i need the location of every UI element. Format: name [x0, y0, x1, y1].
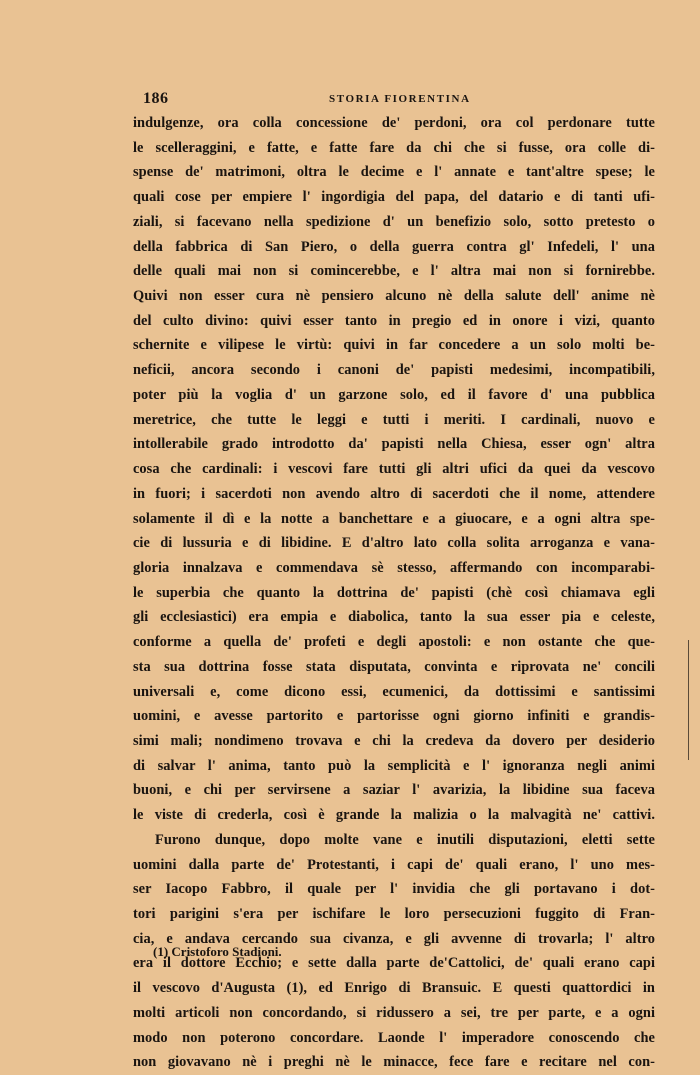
- text-line: era il dottore Ecchio; e sette dalla parte de'Cattolici, de' quali erano capi: [133, 955, 655, 972]
- text-line: non giovavano nè i preghi nè le minacce, fece fare e recitare nel con-: [133, 1054, 655, 1071]
- text-line: sta sua dottrina fosse stata disputata, convinta e riprovata ne' concili: [133, 658, 655, 675]
- text-line: cie di lussuria e di libidine. E d'altro lato colla solita arroganza e vana-: [133, 535, 655, 552]
- text-line: di salvar l' anima, tanto può la semplicità e l' ignoranza negli animi: [133, 757, 655, 774]
- text-line: Furono dunque, dopo molte vane e inutili disputazioni, eletti sette: [155, 831, 655, 848]
- text-line: le superbia che quanto la dottrina de' papisti (chè così chiamava egli: [133, 584, 655, 601]
- text-line: in fuori; i sacerdoti non avendo altro di sacerdoti che il nome, attendere: [133, 485, 655, 502]
- page-edge-mark: [688, 640, 689, 760]
- page-number: 186: [143, 90, 169, 107]
- body-text: [133, 111, 655, 1075]
- text-line: gloria innalzava e commendava sè stesso, affermando con incomparabi-: [133, 559, 655, 576]
- text-line: neficii, ancora secondo i canoni de' papisti medesimi, incompatibili,: [133, 362, 655, 379]
- text-line: della fabbrica di San Piero, o della guerra contra gl' Infedeli, l' una: [133, 238, 655, 255]
- footnote: (1) Cristoforo Stadioni.: [153, 944, 282, 959]
- text-line: le scelleraggini, e fatte, e fatte fare da chi che si fusse, ora colle di-: [133, 139, 655, 156]
- text-line: quali cose per empiere l' ingordigia del papa, del datario e di tanti ufi-: [133, 189, 655, 206]
- text-line: simi mali; nondimeno trovava e chi la credeva da dovero per desiderio: [133, 732, 655, 749]
- text-line: conforme a quella de' profeti e degli apostoli: e non ostante che que-: [133, 634, 655, 651]
- text-line: gli ecclesiastici) era empia e diabolica, tanto la sua esser pia e celeste,: [133, 609, 655, 626]
- text-line: spense de' matrimoni, oltra le decime e l' annate e tant'altre spese; le: [133, 164, 655, 181]
- running-title: STORIA FIORENTINA: [329, 93, 471, 105]
- text-line: cosa che cardinali: i vescovi fare tutti gli altri ufici da quei da vescovo: [133, 461, 655, 478]
- text-line: indulgenze, ora colla concessione de' perdoni, ora col perdonare tutte: [133, 115, 655, 131]
- text-line: molti articoli non concordando, si ridussero a sei, tre per parte, e a ogni: [133, 1004, 655, 1021]
- text-line: ziali, si facevano nella spedizione d' un benefizio solo, sotto pretesto o: [133, 213, 655, 230]
- text-line: meretrice, che tutte le leggi e tutti i meriti. I cardinali, nuovo e: [133, 411, 655, 428]
- text-line: modo non poterono concordare. Laonde l' imperadore conoscendo che: [133, 1029, 655, 1046]
- text-line: le viste di crederla, così è grande la malizia o la malvagità ne' cattivi.: [133, 807, 655, 824]
- text-line: schernite e vilipese le virtù: quivi in far concedere a un solo molti be-: [133, 337, 655, 354]
- text-line: uomini, e avesse partorito e partorisse ogni giorno infiniti e grandis-: [133, 708, 655, 725]
- text-line: delle quali mai non si comincerebbe, e l' altra mai non si fornirebbe.: [133, 263, 655, 280]
- text-line: cia, e andava cercando sua civanza, e gli avvenne di trovarla; l' altro: [133, 930, 655, 947]
- text-line: intollerabile grado introdotto da' papisti nella Chiesa, esser ogn' altra: [133, 436, 655, 453]
- text-line: Quivi non esser cura nè pensiero alcuno nè della salute dell' anime nè: [133, 288, 655, 305]
- text-line: uomini dalla parte de' Protestanti, i capi de' quali erano, l' uno mes-: [133, 856, 655, 873]
- text-line: ser Iacopo Fabbro, il quale per l' invidia che gli portavano i dot-: [133, 881, 655, 898]
- page-header: [143, 90, 653, 108]
- text-line: solamente il dì e la notte a banchettare e a giuocare, e a ogni altra spe-: [133, 510, 655, 527]
- text-line: universali e, come dicono essi, ecumenici, da dottissimi e santissimi: [133, 683, 655, 700]
- text-line: tori parigini s'era per ischifare le loro persecuzioni fuggito di Fran-: [133, 906, 655, 922]
- text-line: il vescovo d'Augusta (1), ed Enrigo di Bransuic. E questi quattordici in: [133, 980, 655, 997]
- text-line: del culto divino: quivi esser tanto in pregio ed in onore i vizi, quanto: [133, 312, 655, 329]
- text-line: buoni, e chi per servirsene a saziar l' avarizia, la libidine sua faceva: [133, 782, 655, 799]
- text-line: poter più la voglia d' un garzone solo, ed il favore d' una pubblica: [133, 386, 655, 403]
